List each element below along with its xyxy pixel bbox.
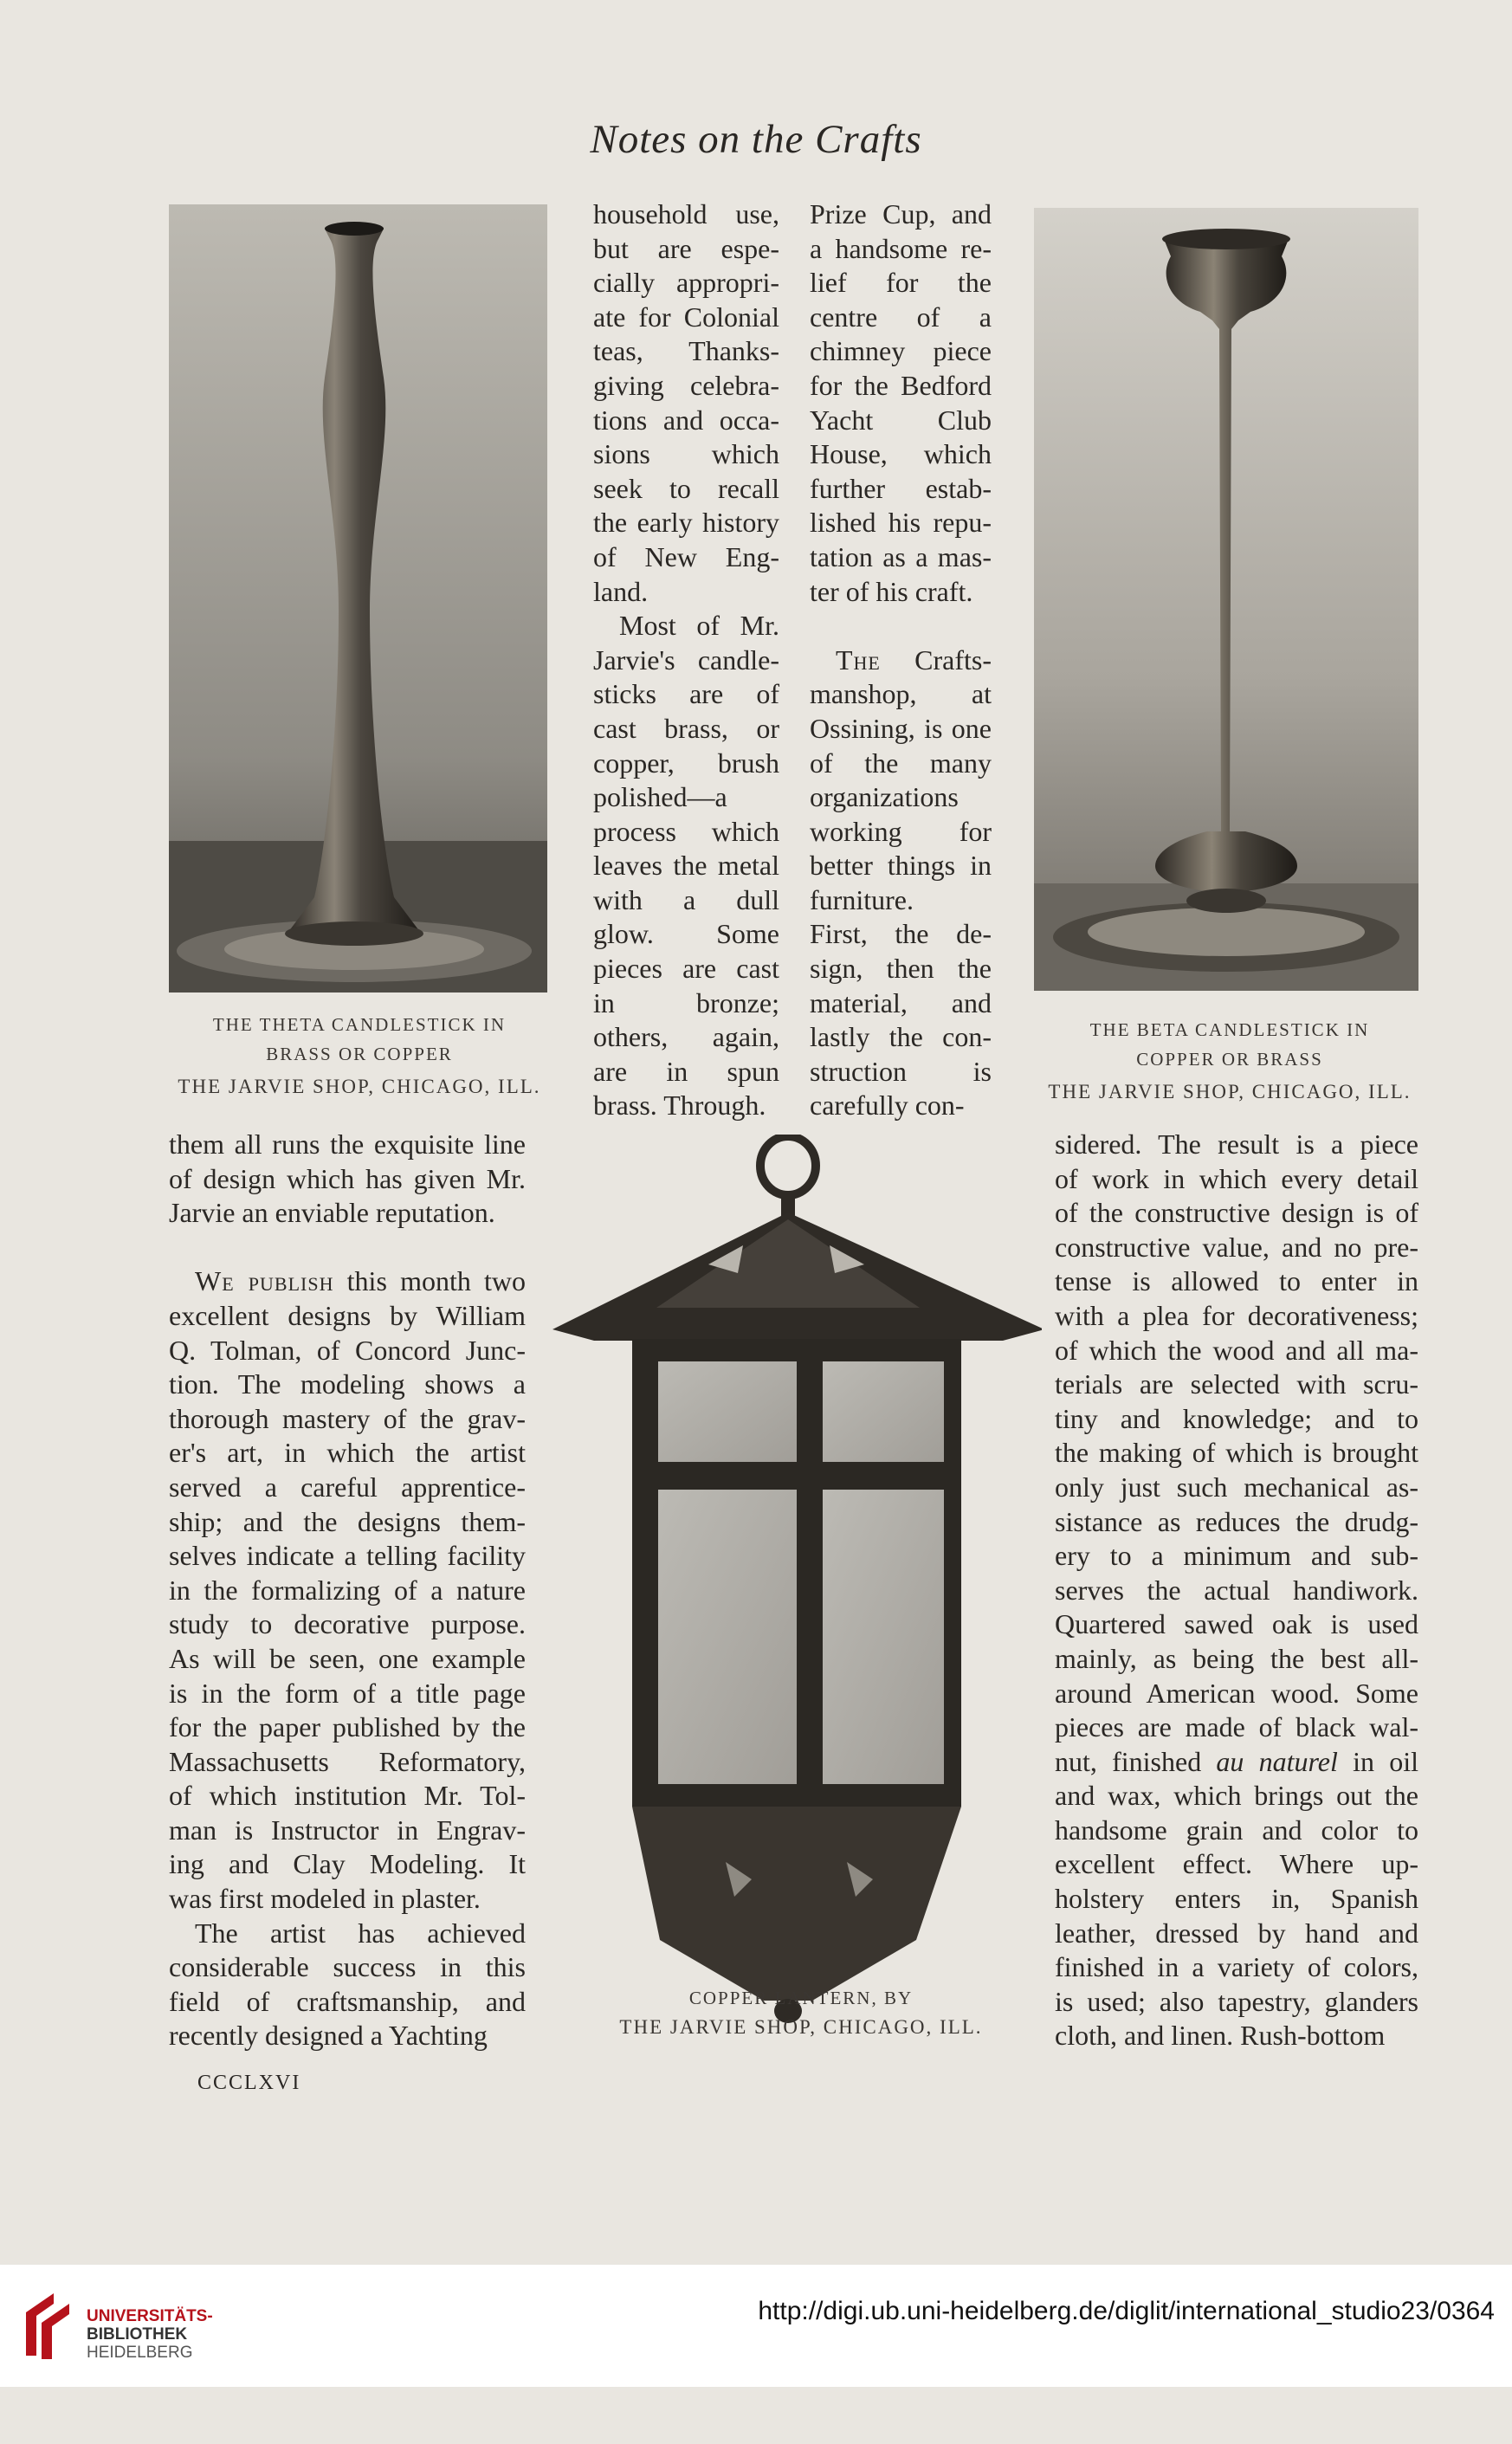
- text-line: only just such mechanical as-: [1055, 1471, 1418, 1503]
- text-line: Yacht Club: [810, 404, 992, 436]
- text-line: tation as a mas-: [810, 540, 992, 572]
- caption-beta-line2: COPPER OR BRASS: [1136, 1049, 1323, 1070]
- text-line: giving celebra-: [593, 369, 779, 401]
- text-line: Q. Tolman, of Concord Junc-: [169, 1334, 526, 1366]
- text-line: further estab-: [810, 472, 992, 504]
- text-line: The Crafts-: [836, 643, 992, 676]
- text-line: ery to a minimum and sub-: [1055, 1540, 1418, 1572]
- text-line: the making of which is brought: [1055, 1437, 1418, 1469]
- text-line: Quartered sawed oak is used: [1055, 1608, 1418, 1640]
- text-line: of which institution Mr. Tol-: [169, 1780, 526, 1812]
- text-line: leaves the metal: [593, 850, 779, 882]
- text-line: er's art, in which the artist: [169, 1437, 526, 1469]
- text-line: constructive value, and no pre-: [1055, 1231, 1418, 1263]
- text-line: House, which: [810, 438, 992, 470]
- text-line: selves indicate a telling facility: [169, 1540, 526, 1572]
- text-line: in bronze;: [593, 986, 779, 1018]
- text-line: material, and: [810, 986, 992, 1018]
- text-line: of the many: [810, 747, 992, 779]
- caption-beta-line1: THE BETA CANDLESTICK IN: [1089, 1019, 1370, 1040]
- text-line: serves the actual handiwork.: [1055, 1574, 1418, 1606]
- text-line: land.: [593, 575, 649, 607]
- text-line: cially appropri-: [593, 267, 779, 299]
- copper-lantern-image: [552, 1135, 1042, 2444]
- text-line: ter of his craft.: [810, 575, 973, 607]
- text-column-middle-right: [810, 197, 992, 1123]
- text-line: served a careful apprentice-: [169, 1471, 526, 1503]
- text-line: tion. The modeling shows a: [169, 1368, 526, 1400]
- text-line: with a plea for decorativeness;: [1055, 1299, 1418, 1331]
- text-line: are in spun: [593, 1055, 779, 1087]
- text-line: pieces are made of black wal-: [1055, 1711, 1418, 1743]
- text-line: study to decorative purpose.: [169, 1608, 526, 1640]
- text-line: household use,: [593, 198, 779, 230]
- text-line: First, the de-: [810, 918, 992, 950]
- text-line: polished—a: [593, 781, 727, 813]
- text-line: and wax, which brings out the: [1055, 1780, 1418, 1812]
- text-column-middle-left: [593, 197, 779, 1123]
- text-line: chimney piece: [810, 335, 992, 367]
- text-line: better things in: [810, 850, 992, 882]
- text-line: teas, Thanks-: [593, 335, 779, 367]
- text-line: of design which has given Mr.: [169, 1162, 526, 1194]
- text-line: ship; and the designs them-: [169, 1505, 526, 1537]
- text-line: organizations: [810, 781, 959, 813]
- caption-beta-candlestick: [1031, 1015, 1429, 1107]
- text-line: furniture.: [810, 883, 914, 915]
- text-line: was first modeled in plaster.: [169, 1883, 481, 1915]
- text-line: for the paper published by the: [169, 1711, 526, 1743]
- text-line: of the constructive design is of: [1055, 1197, 1418, 1229]
- text-line: process which: [593, 815, 779, 847]
- text-column-left: [169, 1128, 526, 2053]
- text-line: thorough mastery of the grav-: [169, 1402, 526, 1434]
- text-line: manshop, at: [810, 678, 992, 710]
- text-line: of which the wood and all ma-: [1055, 1334, 1418, 1366]
- text-line: is in the form of a title page: [169, 1677, 526, 1709]
- text-line: but are espe-: [593, 232, 779, 264]
- text-line: terials are selected with scru-: [1055, 1368, 1418, 1400]
- text-line: ate for Colonial: [593, 301, 779, 333]
- text-line: holstery enters in, Spanish: [1055, 1883, 1418, 1915]
- caption-theta-line3: THE JARVIE SHOP, CHICAGO, ILL.: [178, 1076, 541, 1097]
- text-line: man is Instructor in Engrav-: [169, 1814, 526, 1846]
- page-folio: CCCLXVI: [197, 2072, 301, 2094]
- text-line: cloth, and linen. Rush-bottom: [1055, 2020, 1386, 2052]
- caption-lantern-line2: THE JARVIE SHOP, CHICAGO, ILL.: [619, 2016, 983, 2038]
- text-line: carefully con-: [810, 1089, 965, 1122]
- caption-lantern-line1: COPPER LANTERN, BY: [688, 1988, 914, 2008]
- text-line: Jarvie's candle-: [593, 643, 779, 676]
- text-line: ing and Clay Modeling. It: [169, 1848, 526, 1880]
- text-line: Jarvie an enviable reputation.: [169, 1197, 495, 1229]
- text-line: sidered. The result is a piece: [1055, 1128, 1418, 1160]
- text-line: brass. Through.: [593, 1089, 766, 1122]
- text-line: working for: [810, 815, 992, 847]
- source-url[interactable]: http://digi.ub.uni-heidelberg.de/diglit/international_studio23/0364: [758, 2297, 1495, 2325]
- text-line: excellent designs by William: [169, 1299, 526, 1331]
- caption-theta-candlestick: [160, 1010, 559, 1102]
- text-line: copper, brush: [593, 747, 779, 779]
- text-line: with a dull: [593, 883, 779, 915]
- text-line: lief for the: [810, 267, 992, 299]
- theta-candlestick-photo: [169, 204, 547, 992]
- text-line: tions and occa-: [593, 404, 779, 436]
- text-line: nut, finished au naturel in oil: [1055, 1745, 1418, 1777]
- text-line: sistance as reduces the drudg-: [1055, 1505, 1418, 1537]
- text-line: Prize Cup, and: [810, 198, 992, 230]
- library-name-line3: HEIDELBERG: [87, 2344, 193, 2362]
- text-line: recently designed a Yachting: [169, 2020, 488, 2052]
- text-line: [169, 1231, 526, 1265]
- text-line: [810, 609, 992, 643]
- text-line: tense is allowed to enter in: [1055, 1265, 1418, 1297]
- text-line: leather, dressed by hand and: [1055, 1917, 1418, 1949]
- text-line: The artist has achieved: [195, 1917, 526, 1949]
- text-line: excellent effect. Where up-: [1055, 1848, 1418, 1880]
- text-line: of New Eng-: [593, 540, 779, 572]
- text-line: is used; also tapestry, glanders: [1055, 1985, 1418, 2017]
- text-line: field of craftsmanship, and: [169, 1985, 526, 2017]
- beta-candlestick-photo: [1034, 208, 1418, 991]
- caption-theta-line1: THE THETA CANDLESTICK IN: [212, 1014, 507, 1035]
- text-line: others, again,: [593, 1021, 779, 1053]
- text-line: As will be seen, one example: [169, 1642, 526, 1674]
- text-line: a handsome re-: [810, 232, 992, 264]
- text-line: tiny and knowledge; and to: [1055, 1402, 1418, 1434]
- text-line: sticks are of: [593, 678, 779, 710]
- text-line: for the Bedford: [810, 369, 992, 401]
- text-line: cast brass, or: [593, 712, 779, 744]
- text-line: lastly the con-: [810, 1021, 992, 1053]
- caption-copper-lantern: [572, 1983, 1031, 2042]
- text-line: Most of Mr.: [619, 610, 779, 642]
- text-line: in the formalizing of a nature: [169, 1574, 526, 1606]
- caption-theta-line2: BRASS OR COPPER: [266, 1044, 453, 1064]
- text-line: Ossining, is one: [810, 712, 992, 744]
- text-line: around American wood. Some: [1055, 1677, 1418, 1709]
- text-line: mainly, as being the best all-: [1055, 1642, 1418, 1674]
- text-line: the early history: [593, 507, 779, 539]
- text-line: glow. Some: [593, 918, 779, 950]
- text-line: struction is: [810, 1055, 992, 1087]
- text-line: We publish this month two: [195, 1265, 527, 1297]
- text-line: centre of a: [810, 301, 992, 333]
- library-name-line2: BIBLIOTHEK: [87, 2325, 188, 2344]
- text-line: finished in a variety of colors,: [1055, 1951, 1418, 1983]
- text-line: handsome grain and color to: [1055, 1814, 1418, 1846]
- text-line: of work in which every detail: [1055, 1162, 1418, 1194]
- library-name-line1: UNIVERSITÄTS-: [87, 2307, 213, 2325]
- text-line: considerable success in this: [169, 1951, 526, 1983]
- text-line: sions which: [593, 438, 779, 470]
- text-line: lished his repu-: [810, 507, 992, 539]
- text-line: seek to recall: [593, 472, 779, 504]
- text-line: sign, then the: [810, 953, 992, 985]
- text-line: Massachusetts Reformatory,: [169, 1745, 526, 1777]
- running-head: Notes on the Crafts: [590, 117, 922, 162]
- text-column-right: [1055, 1128, 1418, 2053]
- caption-beta-line3: THE JARVIE SHOP, CHICAGO, ILL.: [1048, 1081, 1412, 1102]
- text-line: pieces are cast: [593, 953, 779, 985]
- text-line: them all runs the exquisite line: [169, 1128, 526, 1160]
